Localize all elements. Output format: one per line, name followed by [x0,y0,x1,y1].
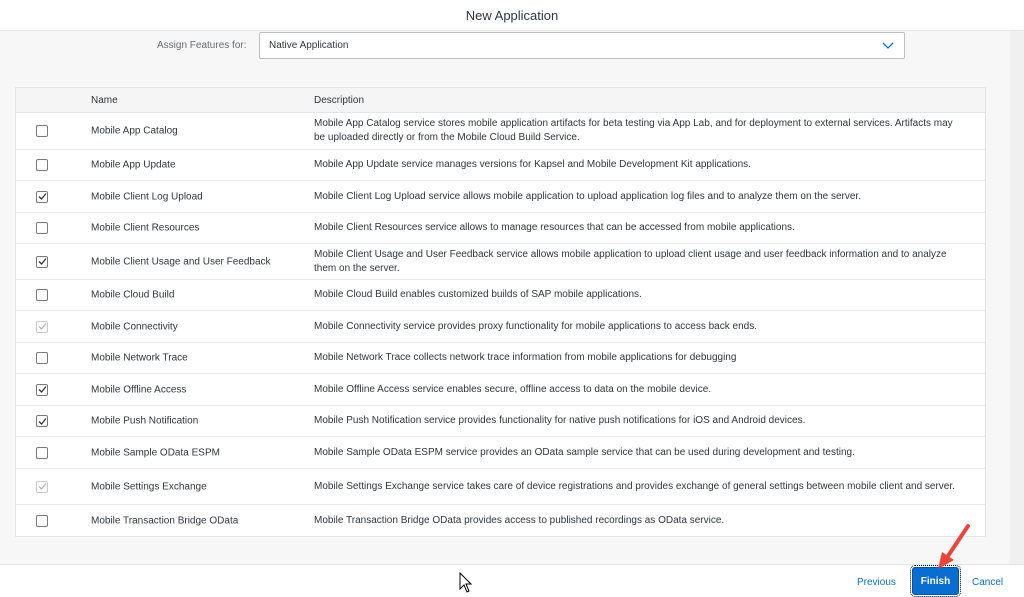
feature-checkbox [36,481,48,493]
features-table [15,87,986,537]
feature-name: Mobile Client Usage and User Feedback [91,256,271,267]
dialog-title: New Application [465,7,559,23]
checkmark-icon [38,482,47,491]
feature-description: Mobile Connectivity service provides proxy functionality for mobile applications to access back ends. [314,320,757,332]
feature-name: Mobile App Update [91,159,176,171]
feature-checkbox[interactable] [36,125,48,137]
assign-features-label: Assign Features for: [157,40,247,51]
feature-description: Mobile Client Usage and User Feedback service allows mobile application to upload client usage and user feedback information and to analyze them on the server. [314,248,947,274]
chevron-down-icon[interactable] [882,39,894,51]
feature-name: Mobile Transaction Bridge OData [91,515,239,526]
feature-checkbox[interactable] [36,352,48,364]
feature-description: Mobile Client Log Upload service allows mobile application to upload application log files and to analyze them on the server. [314,190,861,202]
column-header-description: Description [314,95,365,106]
dialog-header [0,0,1024,31]
table-row[interactable] [16,469,985,505]
feature-checkbox[interactable] [36,159,48,171]
feature-checkbox[interactable] [36,447,48,459]
feature-description: Mobile App Catalog service stores mobile application artifacts for beta testing via App Lab, and for deployment to external services. Artifacts may be uploaded directly or from the Mobile Cloud Build Service. [314,118,953,143]
table-row[interactable] [16,343,985,374]
table-row[interactable] [16,213,985,244]
table-row[interactable] [16,150,985,181]
vertical-scrollbar[interactable] [1010,31,1024,564]
feature-name: Mobile Connectivity [91,321,178,332]
table-row[interactable] [16,374,985,406]
assign-features-value: Native Application [269,40,349,51]
feature-description: Mobile App Update service manages versions for Kapsel and Mobile Development Kit applications. [314,159,751,170]
feature-checkbox [36,321,48,333]
feature-description: Mobile Client Resources service allows to manage resources that can be accessed from mobile applications. [314,222,795,233]
checkmark-icon [38,385,47,394]
feature-checkbox[interactable] [36,515,48,527]
feature-checkbox[interactable] [36,222,48,234]
finish-button[interactable]: Finish [912,567,959,595]
feature-name: Mobile Sample OData ESPM [91,447,220,458]
assign-features-select[interactable] [259,32,905,59]
feature-description: Mobile Network Trace collects network trace information from mobile applications for debugging [314,352,737,363]
column-header-name: Name [91,95,118,106]
table-row[interactable] [16,406,985,437]
table-row[interactable] [16,311,985,343]
table-row[interactable] [16,280,985,311]
feature-description: Mobile Offline Access service enables secure, offline access to data on the mobile device. [314,383,712,395]
feature-name: Mobile Client Log Upload [91,191,203,202]
feature-name: Mobile Client Resources [91,222,200,234]
table-header [16,88,985,113]
table-row[interactable] [16,181,985,213]
checkmark-icon [38,417,47,426]
feature-checkbox[interactable] [36,289,48,301]
checkmark-icon [38,192,47,201]
feature-checkbox[interactable] [36,256,48,268]
feature-name: Mobile Settings Exchange [91,481,207,492]
table-row[interactable] [16,113,985,150]
feature-checkbox[interactable] [36,191,48,203]
checkmark-icon [38,322,47,331]
feature-name: Mobile Cloud Build [91,289,175,301]
feature-name: Mobile App Catalog [91,125,178,137]
previous-button[interactable]: Previous [857,577,896,588]
feature-description: Mobile Settings Exchange service takes care of device registrations and provides exchange of general settings between mobile client and server. [314,480,955,492]
table-row[interactable] [16,244,985,280]
feature-name: Mobile Network Trace [91,352,188,364]
dialog-footer [0,564,1024,597]
table-row[interactable] [16,437,985,469]
feature-description: Mobile Cloud Build enables customized builds of SAP mobile applications. [314,289,642,300]
table-row[interactable] [16,505,985,536]
checkmark-icon [38,257,47,266]
feature-description: Mobile Push Notification service provides functionality for native push notifications for iOS and Android devices. [314,415,806,426]
feature-description: Mobile Transaction Bridge OData provides access to published recordings as OData service. [314,514,725,526]
feature-checkbox[interactable] [36,415,48,427]
feature-checkbox[interactable] [36,384,48,396]
cancel-button[interactable]: Cancel [972,577,1004,588]
feature-description: Mobile Sample OData ESPM service provides an OData sample service that can be used during development and testing. [314,446,855,458]
table-body [16,113,985,536]
feature-name: Mobile Push Notification [91,415,199,427]
feature-name: Mobile Offline Access [91,384,187,395]
